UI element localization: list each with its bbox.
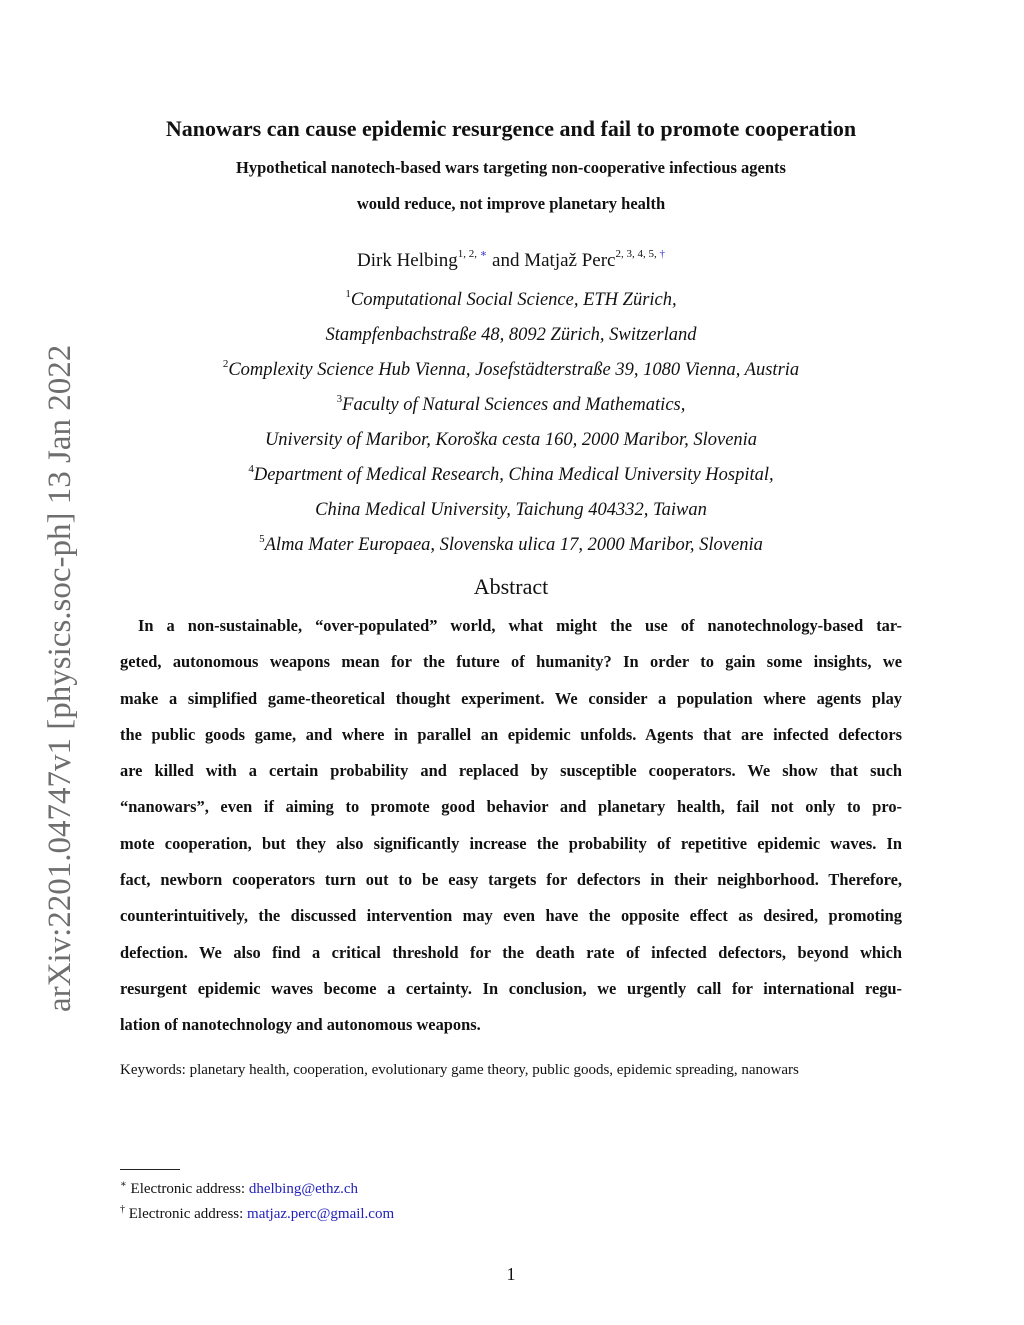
page-number: 1 [506,1264,516,1284]
paper-subtitle-line: would reduce, not improve planetary health [356,194,666,213]
author-affiliation-marks: 1, 2, ∗ [457,248,488,260]
abstract-line: the public goods game, and where in parallel an epidemic unfolds. Agents that are infected defectors [120,724,902,744]
abstract-line: defection. We also find a critical threshold for the death rate of infected defectors, beyond which [120,942,902,962]
footnote: † Electronic address: matjaz.perc@gmail.com [120,1204,395,1222]
affiliation-line: China Medical University, Taichung 404332, Taiwan [315,500,707,520]
paper-subtitle-line: Hypothetical nanotech-based wars targeting non-cooperative infectious agents [236,158,786,177]
abstract-line: geted, autonomous weapons mean for the future of humanity? In order to gain some insights, we [120,652,902,672]
author-name: Dirk Helbing [357,250,458,271]
footnote: ∗ Electronic address: dhelbing@ethz.ch [120,1179,359,1197]
affiliation-line: $^1$Computational Social Science, ETH Zürich, [345,288,677,310]
email-link[interactable]: dhelbing@ethz.ch [248,1181,359,1197]
abstract-line: counterintuitively, the discussed intervention may even have the opposite effect as desired, promoting [120,906,902,926]
abstract-line: are killed with a certain probability and replaced by susceptible cooperators. We show that such [120,761,902,781]
email-link[interactable]: matjaz.perc@gmail.com [247,1206,395,1222]
abstract-line: lation of nanotechnology and autonomous weapons. [120,1015,481,1035]
abstract-heading: Abstract [473,574,549,599]
abstract-body [120,608,902,1044]
affiliation-line: $^3$Faculty of Natural Sciences and Mathematics, [336,393,686,415]
abstract-line: mote cooperation, but they also significantly increase the probability of repetitive epidemic waves. In [120,833,902,853]
footnote-link[interactable]: † [659,248,665,260]
author-list [120,247,902,272]
abstract-line: resurgent epidemic waves become a certainty. In conclusion, we urgently call for international regu- [120,978,902,998]
arxiv-identifier: arXiv:2201.04747v1 [physics.soc-ph] 13 Jan 2022 [42,344,78,1012]
author-name: Matjaž Perc [524,250,616,271]
abstract-line: “nanowars”, even if aiming to promote good behavior and planetary health, fail not only to pro- [120,797,902,817]
abstract-line: In a non-sustainable, “over-populated” world, what might the use of nanotechnology-based tar- [138,616,902,635]
affiliation-line: Stampfenbachstraße 48, 8092 Zürich, Switzerland [325,325,697,345]
abstract-line: fact, newborn cooperators turn out to be easy targets for defectors in their neighborhood. Therefore, [120,870,902,890]
affiliation-line: $^2$Complexity Science Hub Vienna, Josefstädterstraße 39, 1080 Vienna, Austria [222,358,800,380]
footnote-link[interactable]: ∗ [479,248,488,260]
paper-title: Nanowars can cause epidemic resurgence and fail to promote cooperation [165,116,857,141]
affiliation-line: $^4$Department of Medical Research, China Medical University Hospital, [248,463,774,485]
footnote-divider [120,1169,180,1170]
abstract-line: make a simplified game-theoretical thought experiment. We consider a population where agents play [120,688,902,708]
affiliation-line: University of Maribor, Koroška cesta 160, 2000 Maribor, Slovenia [264,430,758,450]
author-affiliation-marks: 2, 3, 4, 5, † [615,248,665,260]
author-separator: and [492,250,520,271]
keywords: Keywords: planetary health, cooperation, evolutionary game theory, public goods, epidemic spreading, nanowars [120,1062,799,1078]
affiliation-line: $^5$Alma Mater Europaea, Slovenska ulica 17, 2000 Maribor, Slovenia [259,533,763,555]
